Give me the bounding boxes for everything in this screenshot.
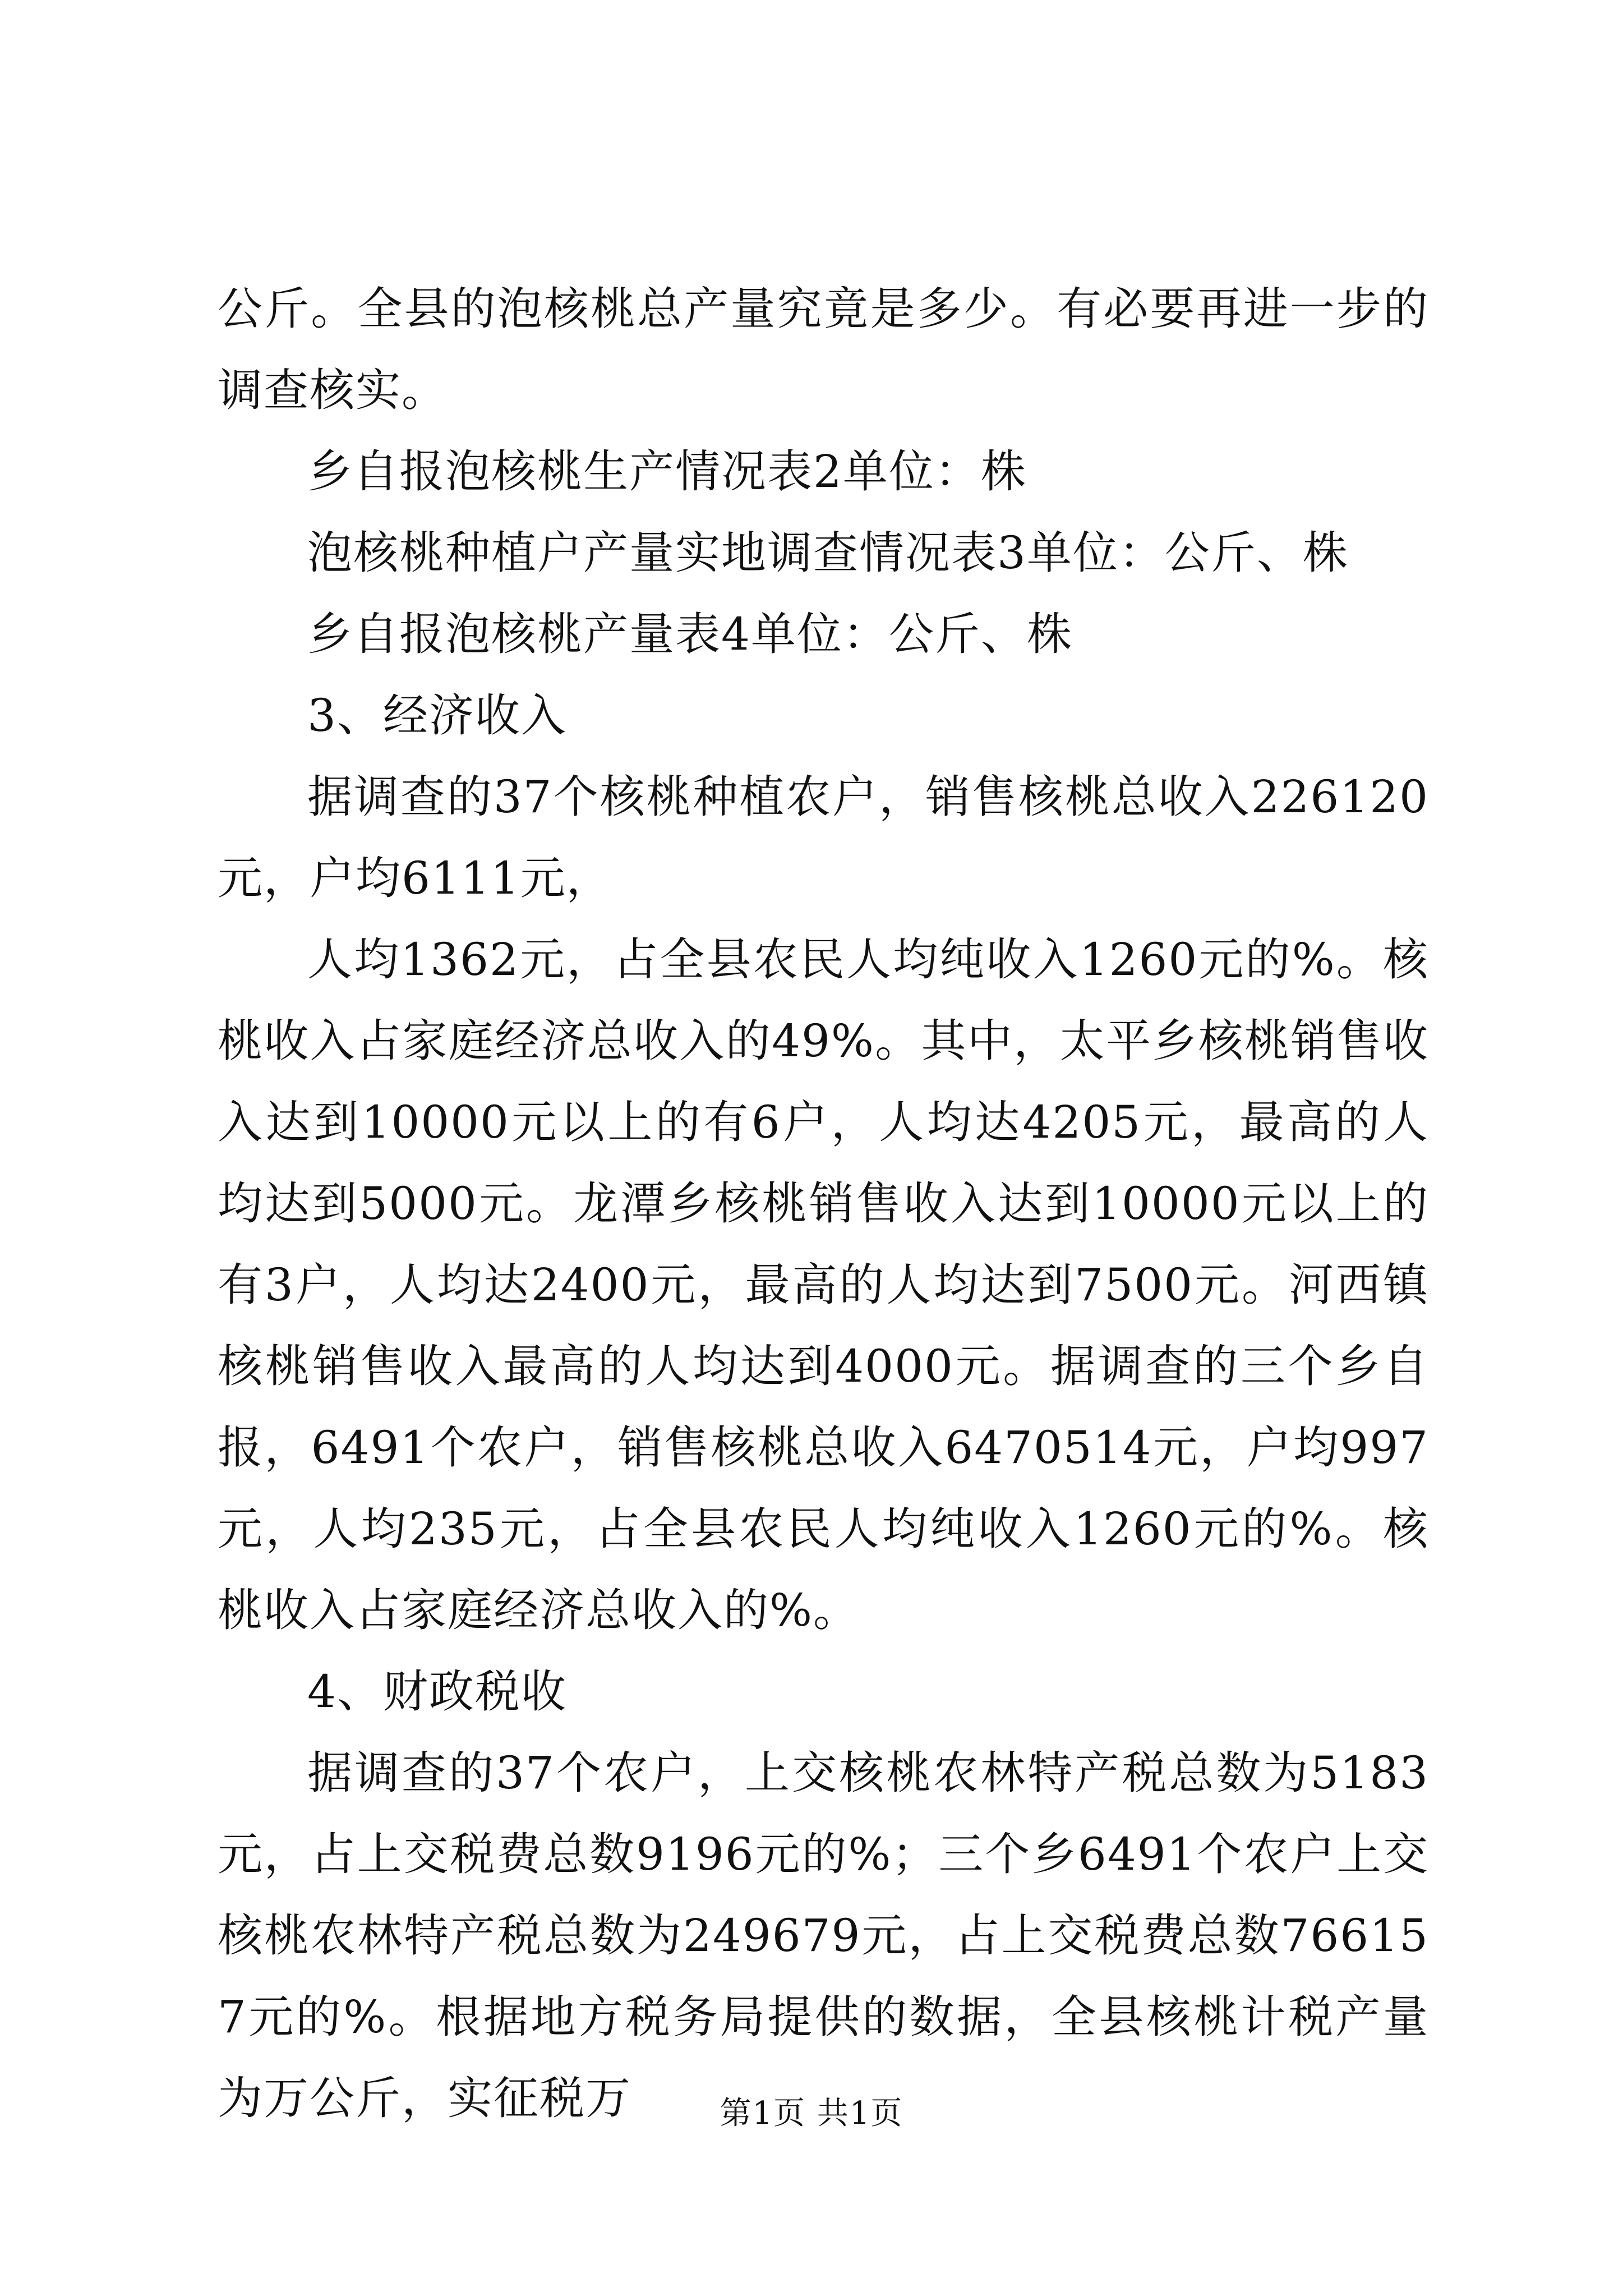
paragraph-survey-income: 据调查的37个核桃种植农户，销售核桃总收入226120元，户均6111元， (218, 771, 1429, 904)
paragraph-per-capita-income: 人均1362元，占全县农民人均纯收入1260元的%。核桃收入占家庭经济总收入的49%。其中，太平乡核桃销售收入达到10000元以上的有6户，人均达4205元，最高的人均达到5000元。龙潭乡核桃销售收入达到10000元以上的有3户，人均达2400元，最高的人均达到7500元。河西镇核桃销售收入最高的人均达到4000元。据调查的三个乡自报，6491个农户，销售核桃总收入6470514元，户均997元，人均235元，占全县农民人均纯收入1260元的%。核桃收入占家庭经济总收入的%。 (218, 933, 1429, 1636)
page-footer: 第1页 共1页 (720, 2095, 903, 2132)
section-heading-economic-income: 3、经济收入 (307, 689, 567, 742)
table-caption-2: 乡自报泡核桃生产情况表2单位：株 (307, 445, 1027, 498)
paragraph-continuation: 公斤。全县的泡核桃总产量究竟是多少。有必要再进一步的调查核实。 (218, 283, 1429, 416)
table-caption-4: 乡自报泡核桃产量表4单位：公斤、株 (307, 608, 1073, 660)
section-heading-fiscal-tax: 4、财政税收 (307, 1665, 567, 1718)
paragraph-tax-details: 据调查的37个农户，上交核桃农林特产税总数为5183元，占上交税费总数9196元的%；三个乡6491个农户上交核桃农林特产税总数为249679元，占上交税费总数766157元的%。根据地方税务局提供的数据，全县核桃计税产量为万公斤，实征税万 (218, 1747, 1429, 2124)
document-body (218, 268, 1429, 2139)
table-caption-3: 泡核桃种植户产量实地调查情况表3单位：公斤、株 (307, 527, 1349, 579)
